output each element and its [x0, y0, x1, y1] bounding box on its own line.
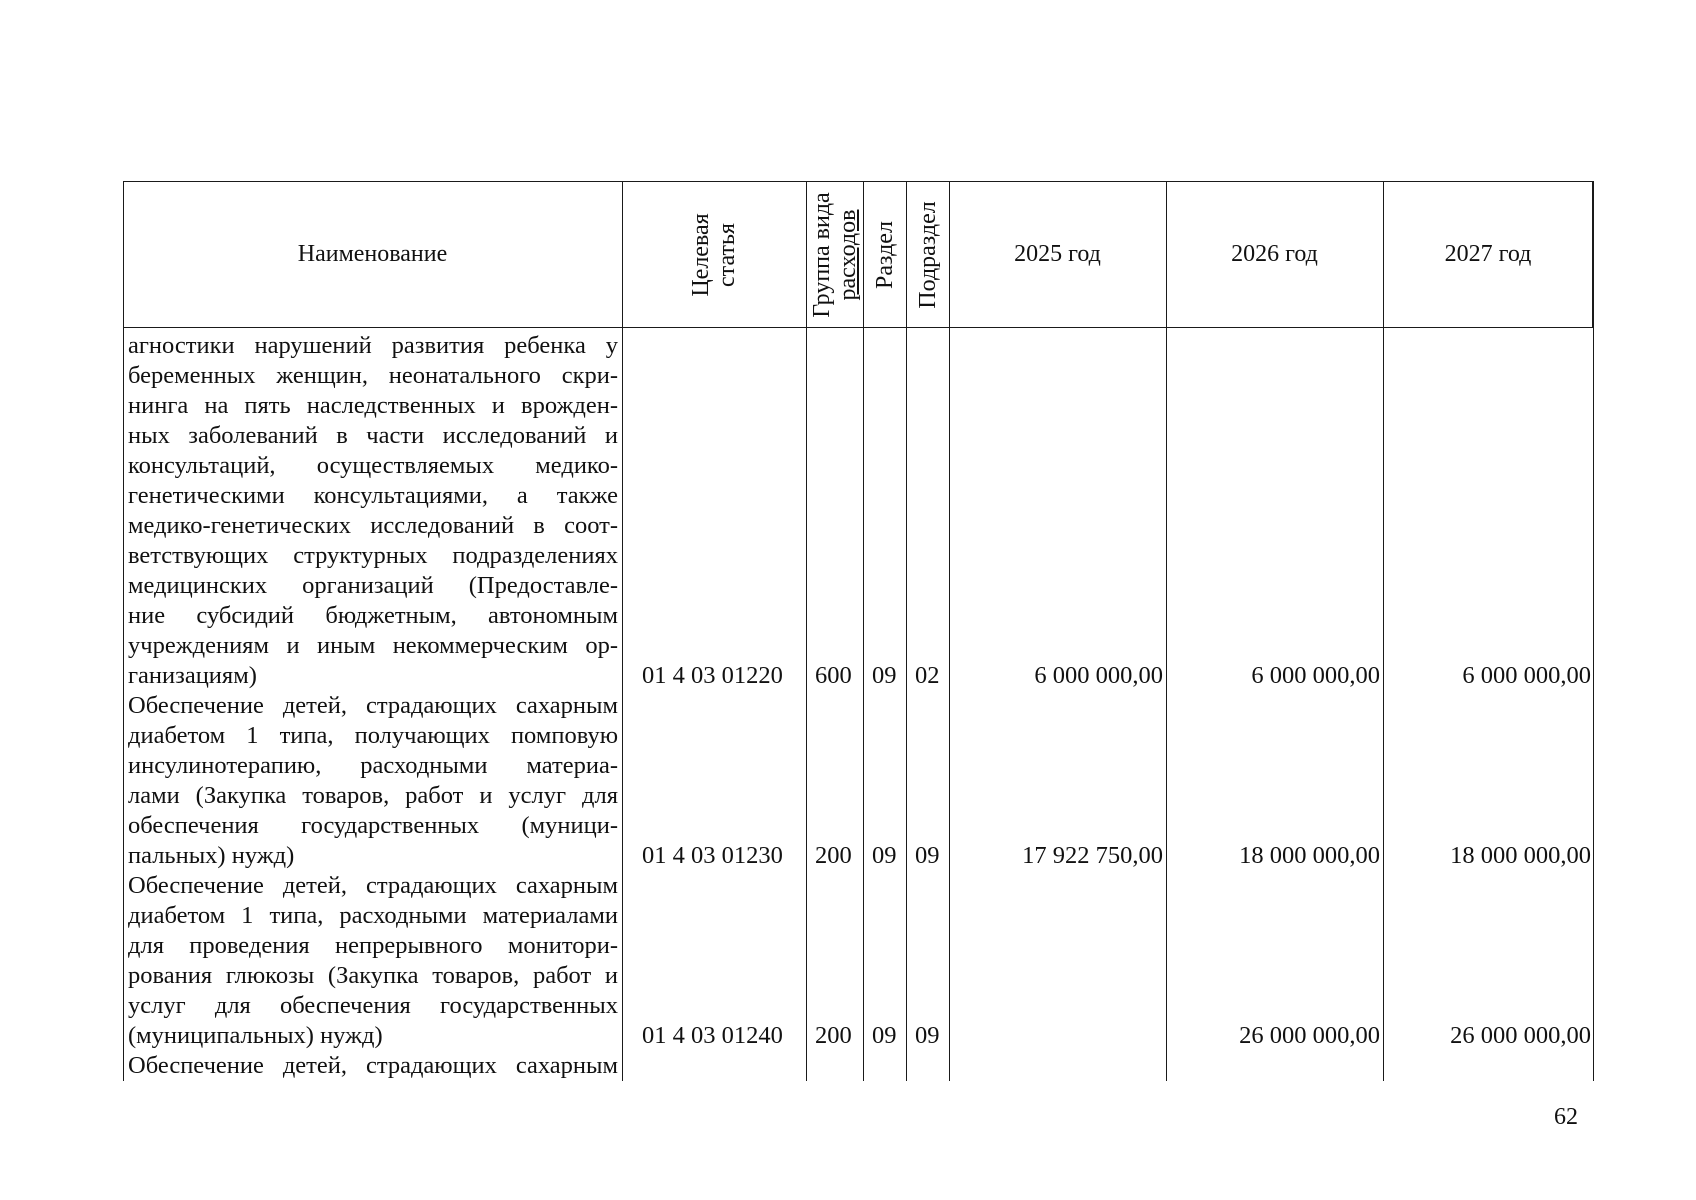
name-line: ганизациям): [128, 662, 257, 689]
name-line: услуг для обеспечения государственных: [128, 992, 618, 1019]
page-number: 62: [1554, 1104, 1578, 1130]
name-line: консультаций, осуществляемых медико-: [128, 452, 618, 479]
budget-table: [123, 181, 1595, 1081]
name-line: учреждениям и иным некоммерческим ор-: [128, 632, 618, 659]
row-0-code: 01 4 03 01220: [642, 662, 783, 689]
name-line: ных заболеваний в части исследований и: [128, 422, 618, 449]
row-0-2025: 6 000 000,00: [1034, 662, 1163, 689]
name-line: Обеспечение детей, страдающих сахарным: [128, 872, 618, 899]
header-subsection: Подраздел: [914, 200, 941, 309]
row-1-group: 200: [815, 842, 852, 869]
header-year-2027: 2027 год: [1444, 241, 1532, 267]
header-name: Наименование: [297, 241, 448, 267]
name-line: пальных) нужд): [128, 842, 295, 869]
name-line: ветствующих структурных подразделениях: [128, 542, 618, 569]
name-line: беременных женщин, неонатального скри-: [128, 362, 618, 389]
row-1-2027: 18 000 000,00: [1450, 842, 1591, 869]
row-2-group: 200: [815, 1022, 852, 1049]
name-line: нинга на пять наследственных и врожден-: [128, 392, 618, 419]
name-line: ние субсидий бюджетным, автономным: [128, 602, 618, 629]
name-line: медико-генетических исследований в соот-: [128, 512, 618, 539]
row-0-group: 600: [815, 662, 852, 689]
row-0-2027: 6 000 000,00: [1462, 662, 1591, 689]
row-2-2026: 26 000 000,00: [1239, 1022, 1380, 1049]
name-line: генетическими консультациями, а также: [128, 482, 618, 509]
row-1-code: 01 4 03 01230: [642, 842, 783, 869]
row-1-2026: 18 000 000,00: [1239, 842, 1380, 869]
name-line: обеспечения государственных (муници-: [128, 812, 618, 839]
column-divider: [1593, 181, 1594, 1081]
name-line: лами (Закупка товаров, работ и услуг для: [128, 782, 618, 809]
name-line: агностики нарушений развития ребенка у: [128, 332, 618, 359]
row-1-subsection: 09: [915, 842, 940, 869]
name-line: диабетом 1 типа, получающих помповую: [128, 722, 618, 749]
name-line: диабетом 1 типа, расходными материалами: [128, 902, 618, 929]
name-line: рования глюкозы (Закупка товаров, работ и: [128, 962, 618, 989]
header-section: Раздел: [871, 220, 898, 289]
header-target-article: Целевая статья: [688, 212, 740, 297]
name-line: Обеспечение детей, страдающих сахарным: [128, 692, 618, 719]
header-expense-group: Группа вида расходов: [808, 191, 861, 318]
row-2-section: 09: [872, 1022, 897, 1049]
row-0-section: 09: [872, 662, 897, 689]
name-column: [128, 331, 618, 1081]
row-2-subsection: 09: [915, 1022, 940, 1049]
name-line: Обеспечение детей, страдающих сахарным: [128, 1052, 618, 1079]
name-line: (муниципальных) нужд): [128, 1022, 383, 1049]
header-year-2025: 2025 год: [1014, 241, 1101, 267]
name-line: для проведения непрерывного монитори-: [128, 932, 618, 959]
header-year-2026: 2026 год: [1231, 241, 1318, 267]
row-1-2025: 17 922 750,00: [1022, 842, 1163, 869]
name-line: медицинских организаций (Предоставле-: [128, 572, 618, 599]
row-1-section: 09: [872, 842, 897, 869]
row-2-2027: 26 000 000,00: [1450, 1022, 1591, 1049]
row-0-subsection: 02: [915, 662, 940, 689]
row-2-code: 01 4 03 01240: [642, 1022, 783, 1049]
row-0-2026: 6 000 000,00: [1251, 662, 1380, 689]
name-line: инсулинотерапию, расходными материа-: [128, 752, 618, 779]
